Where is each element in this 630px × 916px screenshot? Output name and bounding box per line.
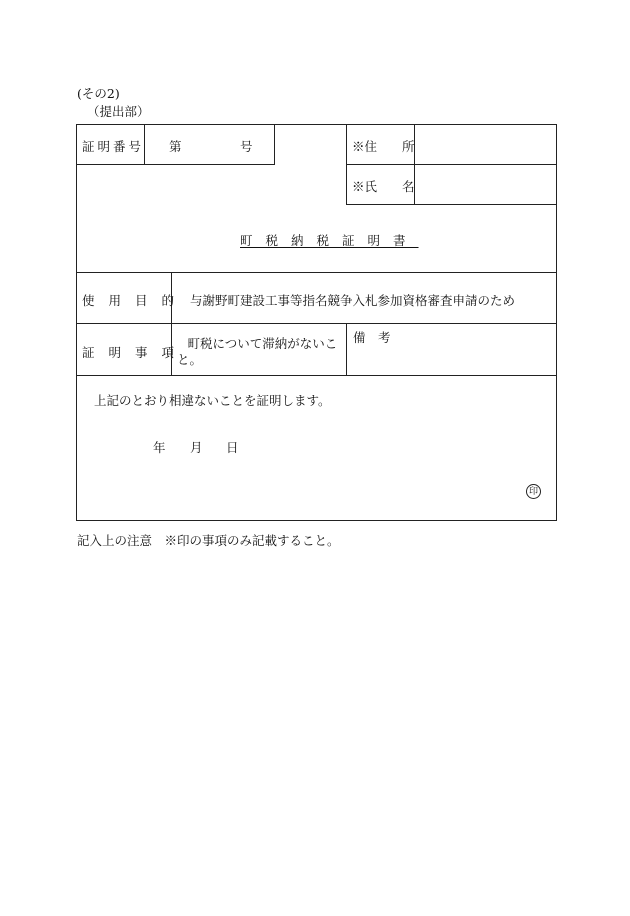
name-label: ※氏 名 [352,179,415,194]
submitter-note: （提出部） [87,104,150,119]
matter-value-line2: と。 [177,352,203,367]
grid-line [144,124,145,165]
grid-line [76,164,144,165]
grid-line [76,375,557,376]
purpose-value: 与謝野町建設工事等指名競争入札参加資格審査申請のため [190,293,516,308]
grid-line [76,272,557,273]
filling-note: 記入上の注意 ※印の事項のみ記載すること。 [77,533,340,548]
purpose-label: 使用目的 [82,293,189,308]
grid-line [274,124,275,165]
certificate-title: 町税納税証明書 [240,233,419,248]
grid-line [346,323,347,376]
grid-line [346,204,557,205]
address-label: ※住 所 [352,139,415,154]
date-month: 月 [190,440,203,455]
grid-line [346,124,347,205]
grid-line [76,323,557,324]
date-day: 日 [226,440,239,455]
grid-line [144,164,275,165]
cert-number-label: 証明番号 [82,139,145,154]
cert-number-prefix: 第 [169,139,182,154]
matter-label: 証明事項 [82,345,189,360]
certification-statement: 上記のとおり相違ないことを証明します。 [94,393,331,408]
seal-icon: 印 [526,484,541,499]
form-number: (その2) [77,86,120,101]
cert-number-suffix: 号 [240,139,253,154]
date-year: 年 [153,440,166,455]
matter-value-line1: 町税について滞納がないこ [175,336,338,351]
remarks-label: 備 考 [353,330,391,345]
grid-line [346,164,557,165]
